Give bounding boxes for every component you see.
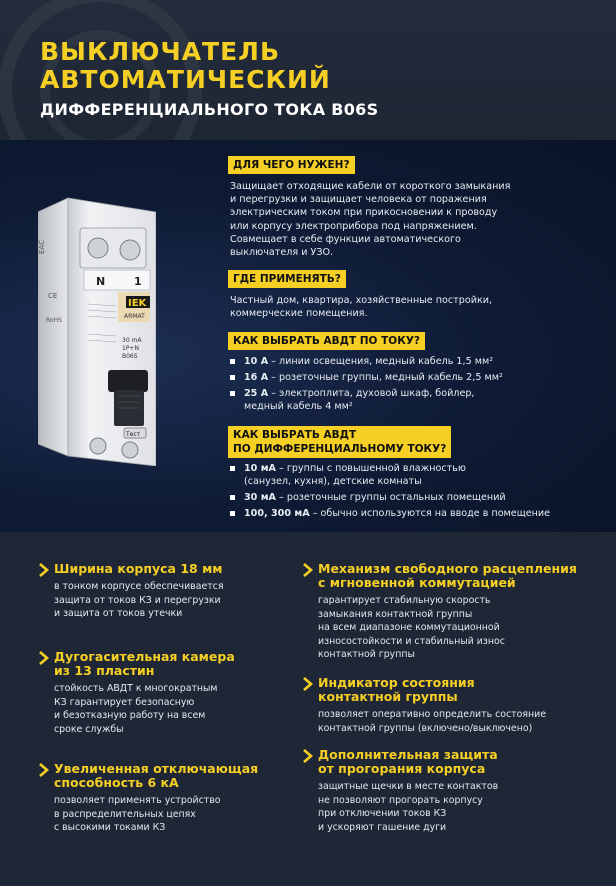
series-label: ARMAT xyxy=(124,313,145,320)
chevron-right-icon xyxy=(302,677,314,691)
diff-item-30ma: 30 мА – розеточные группы остальных помещений xyxy=(230,491,570,505)
current-item-10a: 10 А – линии освещения, медный кабель 1,5 мм² xyxy=(230,355,570,369)
diff-item-10ma: 10 мА – группы с повышенной влажностью (санузел, кухня), детские комнаты xyxy=(230,462,570,490)
feature-breaking-capacity: Увеличенная отключающая способность 6 кА позволяет применять устройство в распределительных цепях с высокими токами КЗ xyxy=(38,762,278,842)
where-text: Частный дом, квартира, хозяйственные постройки, коммерческие помещения. xyxy=(230,295,493,320)
heading-current: КАК ВЫБРАТЬ АВДТ ПО ТОКУ? xyxy=(228,332,425,350)
feature-burn-protection: Дополнительная защита от прогорания корпуса защитные щечки в месте контактов не позволяют прогорать корпусу при отключении токов КЗ и ускоряют гашение дуги xyxy=(302,748,602,840)
chevron-right-icon xyxy=(302,563,314,577)
terminal-1-label: 1 xyxy=(134,275,142,288)
model-label: B06S xyxy=(122,353,138,360)
chevron-right-icon xyxy=(38,563,50,577)
heading-purpose: ДЛЯ ЧЕГО НУЖЕН? xyxy=(228,156,355,174)
heading-where: ГДЕ ПРИМЕНЯТЬ? xyxy=(228,270,346,288)
title-line-1: ВЫКЛЮЧАТЕЛЬ xyxy=(40,37,281,66)
svg-text:RoHS: RoHS xyxy=(46,317,62,324)
current-item-25a: 25 А – электроплита, духовой шкаф, бойлер, медный кабель 4 мм² xyxy=(230,387,570,415)
chevron-right-icon xyxy=(38,763,50,777)
feature-indicator: Индикатор состояния контактной группы позволяет оперативно определить состояние контактной группы (включено/выключено) xyxy=(302,676,602,740)
rating-ma: 30 mA xyxy=(122,337,142,344)
rcbo-device-image xyxy=(38,194,156,466)
chevron-right-icon xyxy=(38,651,50,665)
terminal-n-label: N xyxy=(96,275,106,288)
subtitle: ДИФФЕРЕНЦИАЛЬНОГО ТОКА B06S xyxy=(40,100,379,119)
svg-text:CE: CE xyxy=(48,292,58,300)
rating-poles: 1P+N xyxy=(122,345,139,352)
purpose-text: Защищает отходящие кабели от короткого замыкания и перегрузки и защищает человека от поражения электрическим током при прикосновении к проводу или корпусу электроприбора под напряжением. Совмещает в себе функции автоматического выключателя и УЗО. xyxy=(230,181,511,259)
title-line-2: АВТОМАТИЧЕСКИЙ xyxy=(40,65,331,94)
diff-item-100-300ma: 100, 300 мА – обычно используются на вводе в помещение xyxy=(230,507,570,521)
heading-differential: КАК ВЫБРАТЬ АВДТ ПО ДИФФЕРЕНЦИАЛЬНОМУ ТОКУ? xyxy=(228,426,451,458)
feature-trip-mechanism: Механизм свободного расцепления с мгновенной коммутацией гарантирует стабильную скорость замыкания контактной группы на всем диапазоне коммутационной износостойкости и стабильный износ контактной группы xyxy=(302,562,602,662)
feature-width: Ширина корпуса 18 мм в тонком корпусе обеспечивается защита от токов КЗ и перегрузки и защита от токов утечки xyxy=(38,562,278,622)
brand-logo: IEK xyxy=(128,298,147,309)
chevron-right-icon xyxy=(302,749,314,763)
test-button-label: Тест xyxy=(126,431,141,438)
header xyxy=(0,0,616,140)
svg-text:EAC: EAC xyxy=(38,240,46,254)
current-item-16a: 16 А – розеточные группы, медный кабель 2,5 мм² xyxy=(230,371,570,385)
feature-arc-chamber: Дугогасительная камера из 13 пластин стойкость АВДТ к многократным КЗ гарантирует безопасную и безотказную работу на всем сроке службы xyxy=(38,650,278,740)
